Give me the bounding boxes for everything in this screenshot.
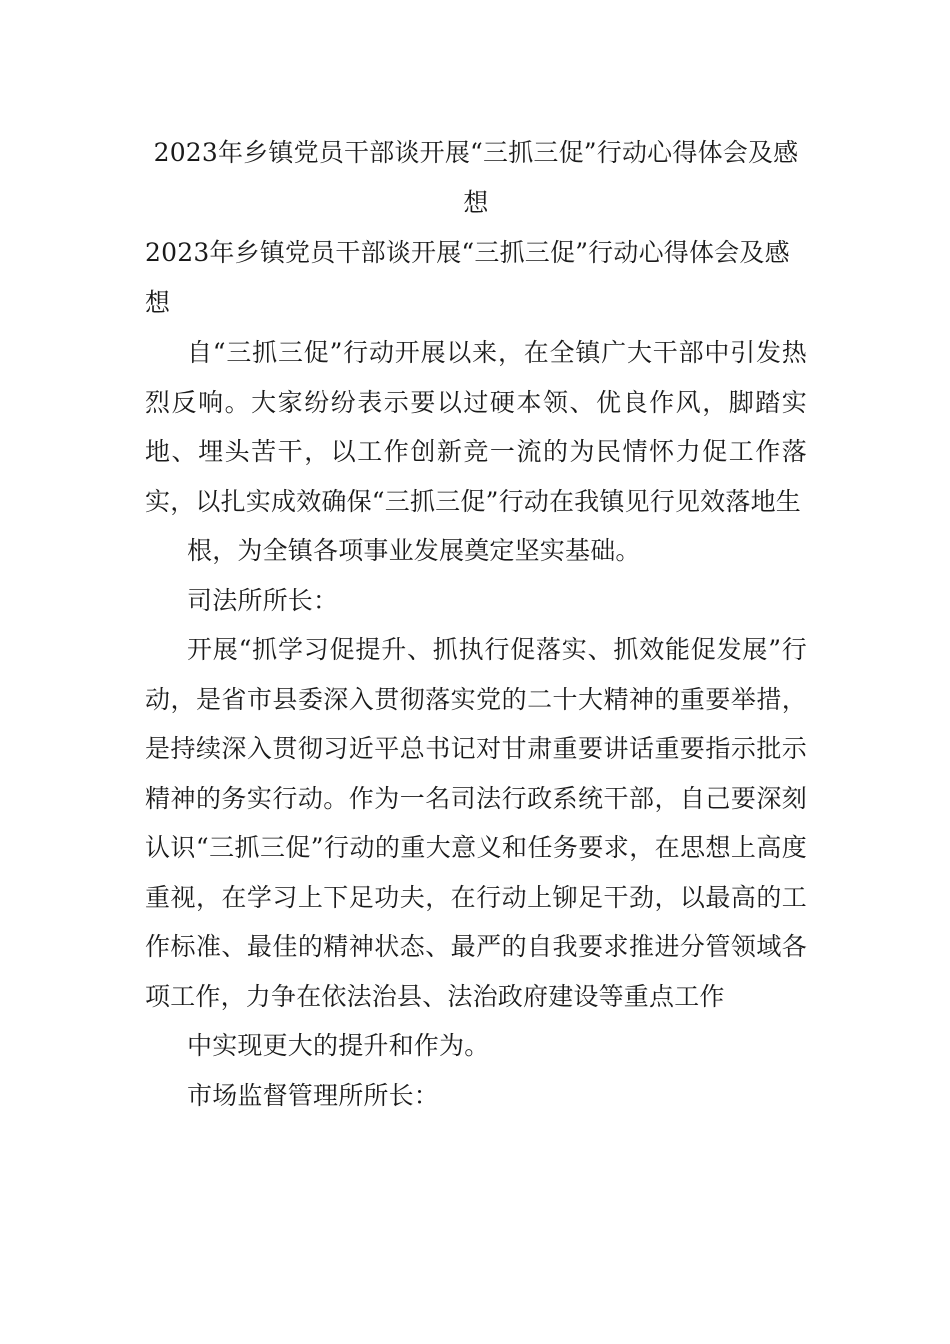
document-subtitle: 2023年乡镇党员干部谈开展“三抓三促”行动心得体会及感想	[145, 238, 790, 317]
paragraph-justice-statement-continued: 中实现更大的提升和作为。	[187, 1031, 490, 1060]
speaker-justice-director: 司法所所长：	[187, 585, 339, 615]
paragraph-intro: 自“三抓三促”行动开展以来，在全镇广大干部中引发热烈反响。大家纷纷表示要以过硬本领、优良作风，脚踏实地、埋头苦干，以工作创新竞一流的为民情怀力促工作落实，以扎实成效确保“三抓三促”行动在我镇见行见效落地生	[145, 338, 807, 516]
paragraph-justice-statement: 开展“抓学习促提升、抓执行促落实、抓效能促发展”行动，是省市县委深入贯彻落实党的二十大精神的重要举措，是持续深入贯彻习近平总书记对甘肃重要讲话重要指示批示精神的务实行动。作为一名司法行政系统干部，自己要深刻认识“三抓三促”行动的重大意义和任务要求，在思想上高度重视，在学习上下足功夫，在行动上铆足干劲，以最高的工作标准、最佳的精神状态、最严的自我要求推进分管领域各项工作，力争在依法治县、法治政府建设等重点工作	[145, 635, 807, 1011]
speaker-market-supervision-director: 市场监督管理所所长：	[187, 1080, 440, 1110]
document-content	[145, 128, 807, 1120]
paragraph-intro-continued: 根，为全镇各项事业发展奠定坚实基础。	[187, 536, 641, 565]
document-title: 2023年乡镇党员干部谈开展“三抓三促”行动心得体会及感想	[153, 138, 799, 217]
